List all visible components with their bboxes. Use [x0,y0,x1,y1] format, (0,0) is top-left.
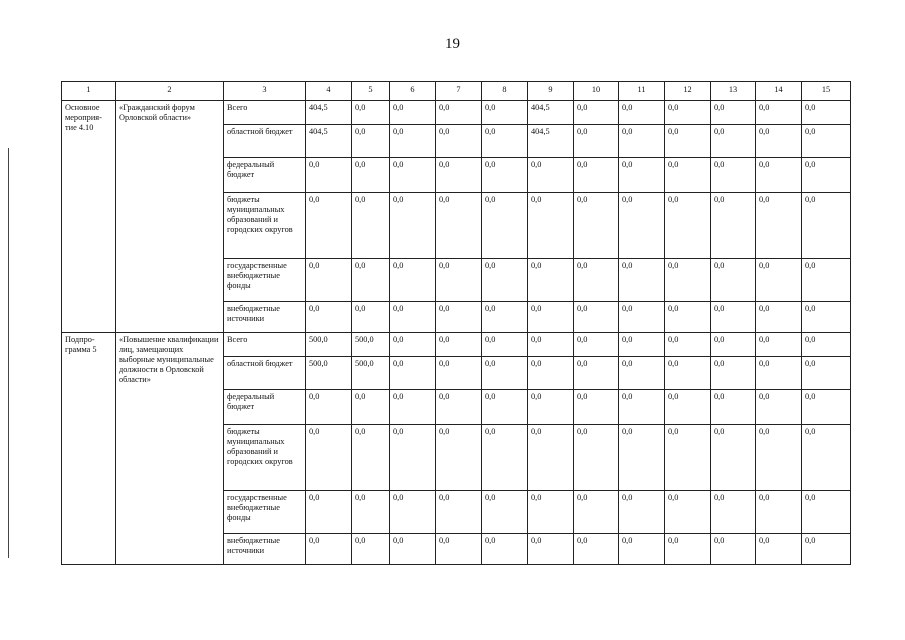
amount-cell: 0,0 [665,534,711,565]
amount-cell: 0,0 [482,101,528,125]
table-row [62,333,851,357]
amount-cell: 0,0 [482,534,528,565]
amount-cell: 0,0 [802,125,851,158]
amount-cell: 0,0 [802,333,851,357]
amount-cell: 0,0 [352,534,390,565]
amount-cell: 0,0 [619,390,665,425]
amount-cell: 0,0 [756,333,802,357]
amount-cell: 0,0 [482,390,528,425]
funding-source: Всего [224,101,306,125]
amount-cell: 0,0 [436,158,482,193]
amount-cell: 0,0 [436,125,482,158]
amount-cell: 0,0 [390,259,436,302]
amount-cell: 0,0 [619,534,665,565]
amount-cell: 0,0 [665,491,711,534]
amount-cell: 0,0 [802,302,851,333]
funding-source: федеральный бюджет [224,158,306,193]
header-row [62,82,851,101]
funding-source: областной бюджет [224,357,306,390]
amount-cell: 0,0 [711,491,756,534]
column-number-8: 8 [482,82,528,101]
amount-cell: 0,0 [756,302,802,333]
amount-cell: 0,0 [390,534,436,565]
amount-cell: 0,0 [574,534,619,565]
amount-cell: 0,0 [711,333,756,357]
funding-source: бюджеты муниципальных образований и городских округов [224,193,306,259]
amount-cell: 0,0 [574,125,619,158]
column-number-7: 7 [436,82,482,101]
amount-cell: 0,0 [619,259,665,302]
amount-cell: 0,0 [756,101,802,125]
amount-cell: 0,0 [574,491,619,534]
amount-cell: 0,0 [528,390,574,425]
column-number-1: 1 [62,82,116,101]
amount-cell: 0,0 [306,193,352,259]
amount-cell: 0,0 [528,193,574,259]
amount-cell: 0,0 [665,158,711,193]
amount-cell: 0,0 [352,125,390,158]
amount-cell: 0,0 [756,534,802,565]
amount-cell: 0,0 [390,302,436,333]
amount-cell: 0,0 [306,491,352,534]
amount-cell: 0,0 [352,193,390,259]
amount-cell: 404,5 [306,101,352,125]
amount-cell: 0,0 [390,158,436,193]
amount-cell: 0,0 [436,534,482,565]
amount-cell: 0,0 [574,101,619,125]
amount-cell: 0,0 [665,302,711,333]
amount-cell: 0,0 [619,158,665,193]
amount-cell: 0,0 [436,425,482,491]
amount-cell: 0,0 [802,158,851,193]
amount-cell: 0,0 [352,302,390,333]
amount-cell: 0,0 [574,302,619,333]
amount-cell: 0,0 [482,125,528,158]
column-number-4: 4 [306,82,352,101]
amount-cell: 0,0 [802,193,851,259]
margin-line [8,148,9,558]
amount-cell: 0,0 [574,259,619,302]
amount-cell: 0,0 [436,302,482,333]
amount-cell: 0,0 [482,158,528,193]
column-number-15: 15 [802,82,851,101]
column-number-2: 2 [116,82,224,101]
amount-cell: 0,0 [802,357,851,390]
amount-cell: 0,0 [711,302,756,333]
column-number-12: 12 [665,82,711,101]
amount-cell: 0,0 [802,101,851,125]
amount-cell: 0,0 [306,302,352,333]
amount-cell: 0,0 [756,125,802,158]
amount-cell: 0,0 [665,425,711,491]
amount-cell: 0,0 [436,193,482,259]
amount-cell: 0,0 [482,357,528,390]
amount-cell: 0,0 [756,193,802,259]
amount-cell: 0,0 [756,390,802,425]
amount-cell: 404,5 [528,125,574,158]
column-number-9: 9 [528,82,574,101]
funding-source: внебюджетные источники [224,302,306,333]
column-number-3: 3 [224,82,306,101]
amount-cell: 500,0 [306,333,352,357]
amount-cell: 0,0 [390,390,436,425]
amount-cell: 0,0 [619,193,665,259]
amount-cell: 0,0 [390,193,436,259]
amount-cell: 500,0 [352,357,390,390]
amount-cell: 0,0 [528,158,574,193]
amount-cell: 0,0 [528,534,574,565]
amount-cell: 0,0 [711,259,756,302]
budget-table [61,81,851,565]
amount-cell: 0,0 [802,534,851,565]
funding-source: государственные внебюджетные фонды [224,259,306,302]
amount-cell: 0,0 [306,158,352,193]
amount-cell: 0,0 [436,259,482,302]
amount-cell: 0,0 [574,390,619,425]
amount-cell: 0,0 [306,534,352,565]
amount-cell: 0,0 [802,491,851,534]
amount-cell: 0,0 [711,158,756,193]
funding-source: внебюджетные источники [224,534,306,565]
amount-cell: 0,0 [665,125,711,158]
amount-cell: 0,0 [574,425,619,491]
amount-cell: 0,0 [802,390,851,425]
amount-cell: 0,0 [352,101,390,125]
amount-cell: 0,0 [352,390,390,425]
amount-cell: 0,0 [619,125,665,158]
amount-cell: 0,0 [756,425,802,491]
amount-cell: 0,0 [711,101,756,125]
amount-cell: 0,0 [390,357,436,390]
funding-source: областной бюджет [224,125,306,158]
program-code: Основное мероприя-тие 4.10 [62,101,116,333]
funding-source: федеральный бюджет [224,390,306,425]
column-number-10: 10 [574,82,619,101]
amount-cell: 0,0 [665,101,711,125]
amount-cell: 0,0 [528,357,574,390]
amount-cell: 0,0 [436,390,482,425]
amount-cell: 0,0 [619,101,665,125]
amount-cell: 0,0 [436,491,482,534]
amount-cell: 0,0 [756,491,802,534]
amount-cell: 0,0 [756,158,802,193]
amount-cell: 0,0 [390,101,436,125]
column-number-14: 14 [756,82,802,101]
column-number-5: 5 [352,82,390,101]
program-code: Подпро-грамма 5 [62,333,116,565]
funding-source: государственные внебюджетные фонды [224,491,306,534]
amount-cell: 0,0 [619,333,665,357]
amount-cell: 0,0 [711,193,756,259]
amount-cell: 0,0 [352,259,390,302]
amount-cell: 500,0 [352,333,390,357]
amount-cell: 0,0 [482,193,528,259]
amount-cell: 0,0 [802,259,851,302]
amount-cell: 0,0 [482,491,528,534]
amount-cell: 0,0 [574,333,619,357]
amount-cell: 0,0 [482,259,528,302]
amount-cell: 0,0 [665,333,711,357]
amount-cell: 0,0 [574,158,619,193]
amount-cell: 0,0 [528,259,574,302]
amount-cell: 0,0 [352,491,390,534]
amount-cell: 0,0 [619,491,665,534]
amount-cell: 0,0 [665,259,711,302]
table-row [62,101,851,125]
amount-cell: 0,0 [482,302,528,333]
column-number-13: 13 [711,82,756,101]
amount-cell: 0,0 [711,534,756,565]
amount-cell: 0,0 [711,425,756,491]
funding-source: бюджеты муниципальных образований и городских округов [224,425,306,491]
program-name: «Повышение квалификации лиц, замещающих выборные муниципальные должности в Орловской области» [116,333,224,565]
amount-cell: 0,0 [306,425,352,491]
amount-cell: 0,0 [665,193,711,259]
amount-cell: 0,0 [528,491,574,534]
program-name: «Гражданский форум Орловской области» [116,101,224,333]
amount-cell: 0,0 [711,125,756,158]
amount-cell: 0,0 [306,390,352,425]
amount-cell: 0,0 [528,302,574,333]
amount-cell: 0,0 [352,425,390,491]
amount-cell: 0,0 [436,333,482,357]
amount-cell: 404,5 [306,125,352,158]
amount-cell: 0,0 [574,193,619,259]
amount-cell: 0,0 [711,390,756,425]
amount-cell: 0,0 [528,425,574,491]
amount-cell: 0,0 [665,390,711,425]
amount-cell: 500,0 [306,357,352,390]
amount-cell: 0,0 [574,357,619,390]
amount-cell: 0,0 [802,425,851,491]
amount-cell: 0,0 [352,158,390,193]
amount-cell: 0,0 [390,125,436,158]
amount-cell: 0,0 [306,259,352,302]
amount-cell: 0,0 [390,491,436,534]
amount-cell: 0,0 [436,357,482,390]
amount-cell: 0,0 [528,333,574,357]
amount-cell: 0,0 [482,333,528,357]
amount-cell: 0,0 [482,425,528,491]
amount-cell: 0,0 [390,425,436,491]
amount-cell: 0,0 [390,333,436,357]
column-number-6: 6 [390,82,436,101]
amount-cell: 0,0 [756,357,802,390]
amount-cell: 0,0 [711,357,756,390]
page-number: 19 [445,36,460,52]
amount-cell: 0,0 [665,357,711,390]
amount-cell: 404,5 [528,101,574,125]
funding-source: Всего [224,333,306,357]
amount-cell: 0,0 [619,357,665,390]
amount-cell: 0,0 [436,101,482,125]
amount-cell: 0,0 [619,302,665,333]
amount-cell: 0,0 [756,259,802,302]
column-number-11: 11 [619,82,665,101]
amount-cell: 0,0 [619,425,665,491]
